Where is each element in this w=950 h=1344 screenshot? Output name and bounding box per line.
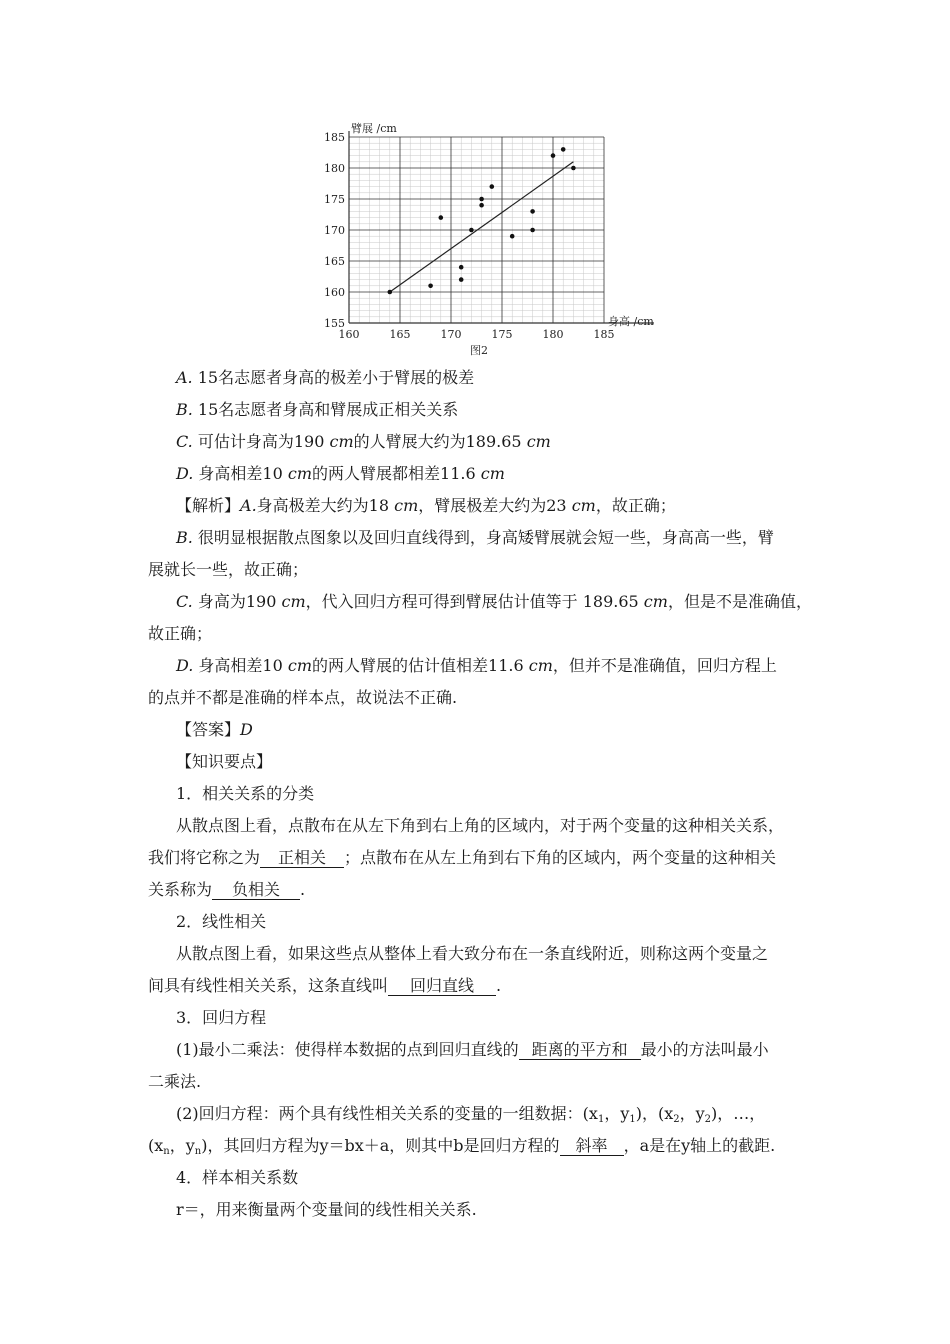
option-d-text-2: 的两人臂展都相差11.6 [312,464,481,483]
analysis-d-line-1 [176,656,777,676]
analysis-b-text: 很明显根据散点图象以及回归直线得到，身高矮臂展就会短一些，身高高一些，臂 [192,528,774,547]
x-tick-label: 185 [593,328,615,341]
data-point [479,203,484,208]
analysis-c-letter: C. [176,592,193,611]
section-3-p2-text-d: ，y [679,1104,705,1123]
subscript: n [194,1146,202,1157]
option-c-letter: C. [176,432,193,451]
analysis-d-letter: D. [176,656,194,675]
section-3-p1-pre: (1)最小二乘法：使得样本数据的点到回归直线的 [176,1040,519,1059]
subscript: 1 [597,1114,605,1125]
section-3-p1-post: 最小的方法叫最小 [640,1040,769,1059]
x-tick-label: 165 [389,328,411,341]
x-tick-label: 180 [542,328,564,341]
option-a-text: 15名志愿者身高的极差小于臂展的极差 [192,368,475,387]
section-4-title: 4．样本相关系数 [176,1168,299,1187]
section-1-line-3-post: . [300,880,306,899]
section-2-line-2 [148,976,501,996]
section-2-title: 2．线性相关 [176,912,267,931]
analysis-c-unit-2: cm [643,592,668,611]
y-tick-label: 165 [324,255,345,268]
section-1-title: 1．相关关系的分类 [176,784,315,803]
option-b-text: 15名志愿者身高和臂展成正相关关系 [192,400,459,419]
analysis-c-text-1: 身高为190 [192,592,282,611]
x-axis-label: 身高 /cm [608,315,654,328]
section-3-p2-text-g: ，y [169,1136,195,1155]
section-3-p2-text-a: (2)回归方程：两个具有线性相关关系的变量的一组数据：(x [176,1104,598,1123]
subscript: 2 [704,1114,712,1125]
option-b [176,400,458,420]
option-d-text-1: 身高相差10 [193,464,288,483]
option-b-letter: B. [176,400,193,419]
section-2-line-1: 从散点图上看，如果这些点从整体上看大致分布在一条直线附近，则称这两个变量之 [176,944,769,963]
option-c-unit-1: cm [329,432,354,451]
scatter-chart [318,118,668,360]
section-1-line-3-pre: 关系称为 [148,880,213,899]
analysis-tag: 【解析】 [176,496,241,515]
chart-caption: 图2 [470,344,488,357]
option-a [176,368,474,388]
analysis-a-text-1: 身高极差大约为18 [256,496,395,515]
option-d-letter: D. [176,464,194,483]
data-point [469,228,474,233]
section-3-p1-line-1 [176,1040,769,1060]
y-tick-label: 170 [324,224,345,237]
blank-slope: 斜率 [560,1137,624,1156]
blank-regression-line: 回归直线 [388,977,496,996]
x-tick-label: 160 [338,328,360,341]
chart-svg [318,118,668,360]
analysis-d-line-2: 的点并不都是准确的样本点，故说法不正确. [148,688,458,707]
data-point [459,265,464,270]
knowledge-tag: 【知识要点】 [176,752,273,771]
section-1-line-2-pre: 我们将它称之为 [148,848,261,867]
data-point [571,166,576,171]
section-2-line-2-post: . [496,976,502,995]
x-tick-label: 170 [440,328,462,341]
analysis-c-line-1 [176,592,812,612]
analysis-a-letter: A. [240,496,257,515]
section-3-p2-text-i: ，a是在y轴上的截距. [623,1136,776,1155]
section-3-p2-text-b: ，y [604,1104,630,1123]
analysis-d-unit-2: cm [528,656,553,675]
section-3-p2-text-c: )，(x [635,1104,674,1123]
major-grid [349,131,654,323]
data-point [428,284,433,289]
analysis-a-unit-2: cm [571,496,596,515]
section-1-line-2 [148,848,776,868]
analysis-b-letter: B. [176,528,193,547]
analysis-d-unit-1: cm [287,656,313,675]
option-a-letter: A. [176,368,193,387]
data-point [479,197,484,202]
y-tick-label: 185 [324,131,345,144]
subscript: n [163,1146,170,1157]
data-point [439,215,444,220]
analysis-a-text-3: ，故正确； [595,496,676,515]
analysis-a [176,496,676,516]
x-tick-label: 175 [491,328,513,341]
blank-positive-correlation: 正相关 [260,849,344,868]
option-d [176,464,505,484]
y-tick-label: 175 [324,193,345,206]
analysis-b-line-2: 展就长一些，故正确； [148,560,309,579]
data-point [551,153,556,158]
option-c [176,432,551,452]
analysis-c-text-2: ，代入回归方程可得到臂展估计值等于 189.65 [305,592,644,611]
analysis-c-line-2: 故正确； [148,624,213,643]
section-3-p2-text-f: (x [148,1136,164,1155]
answer [176,720,253,740]
data-point [490,184,495,189]
y-tick-label: 155 [324,317,345,330]
blank-negative-correlation: 负相关 [212,881,300,900]
data-point [510,234,515,239]
section-1-line-1: 从散点图上看，点散布在从左下角到右上角的区域内，对于两个变量的这种相关关系， [176,816,785,835]
analysis-d-text-2: 的两人臂展的估计值相差11.6 [312,656,529,675]
y-tick-label: 180 [324,162,345,175]
section-1-line-3 [148,880,305,900]
answer-value: D [240,720,253,739]
y-axis-label: 臂展 /cm [351,122,397,135]
analysis-a-text-2: ，臂展极差大约为23 [418,496,572,515]
option-d-unit-1: cm [287,464,313,483]
data-point [530,228,535,233]
section-3-p1-line-2: 二乘法. [148,1072,202,1091]
section-3-p2-text-h: )，其回归方程为y＝bx＋a，则其中b是回归方程的 [201,1136,560,1155]
section-3-p2-line-2 [148,1136,775,1162]
section-3-p2-line-1 [176,1104,765,1130]
subscript: 1 [629,1114,636,1125]
y-tick-label: 160 [324,286,345,299]
analysis-c-unit-1: cm [281,592,306,611]
analysis-d-text-3: ，但并不是准确值，回归方程上 [552,656,777,675]
analysis-d-text-1: 身高相差10 [193,656,288,675]
data-point [388,290,393,295]
analysis-c-text-3: ，但是不是准确值， [667,592,812,611]
data-point [530,209,535,214]
analysis-b-line-1 [176,528,774,548]
section-3-title: 3．回归方程 [176,1008,267,1027]
option-c-unit-2: cm [526,432,551,451]
section-2-line-2-pre: 间具有线性相关关系，这条直线叫 [148,976,389,995]
blank-sum-of-squares: 距离的平方和 [519,1041,641,1060]
answer-tag: 【答案】 [176,720,241,739]
subscript: 2 [673,1114,680,1125]
section-1-line-2-post: ；点散布在从左上角到右下角的区域内，两个变量的这种相关 [344,848,777,867]
data-point [459,277,464,282]
analysis-a-unit-1: cm [394,496,419,515]
data-point [561,147,566,152]
section-4-line: r＝，用来衡量两个变量间的线性相关关系. [176,1200,477,1219]
option-c-text-2: 的人臂展大约为189.65 [353,432,527,451]
section-3-p2-text-e: )，…， [711,1104,766,1123]
option-c-text-1: 可估计身高为190 [192,432,330,451]
option-d-unit-2: cm [480,464,505,483]
